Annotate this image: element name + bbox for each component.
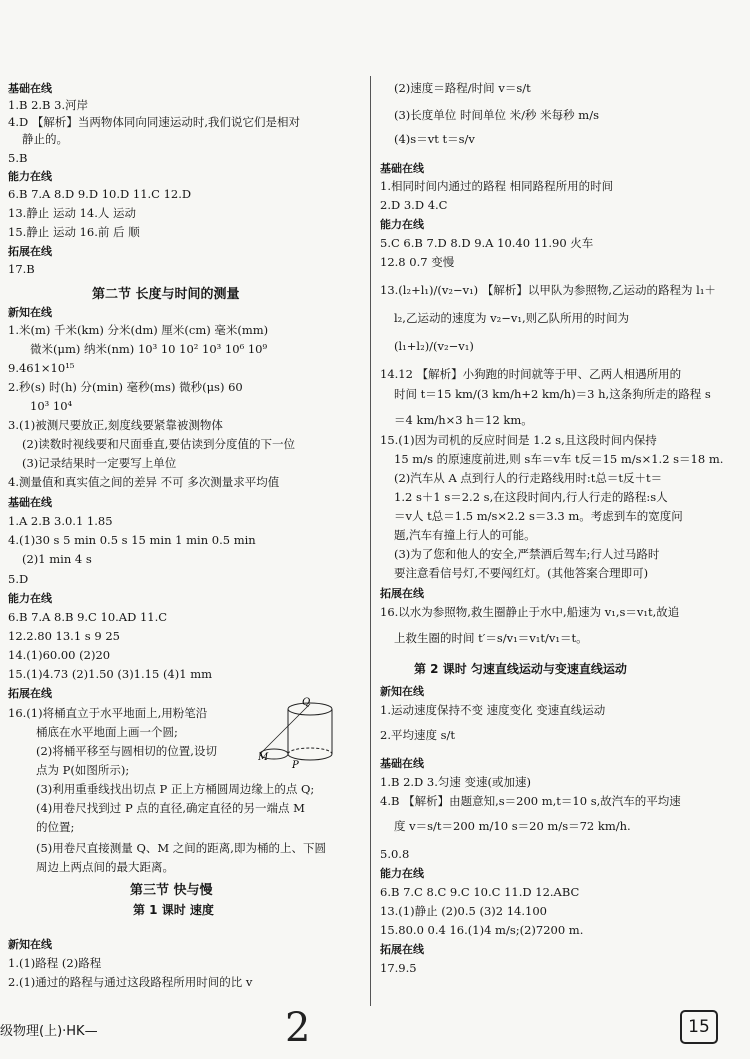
right-line: 13.(l₂+l₁)/(v₂−v₁) 【解析】以甲队为参照物,乙运动的路程为 l₁＋ — [380, 283, 716, 297]
left-line: 能力在线 — [8, 170, 52, 183]
right-line: 14.12 【解析】小狗跑的时间就等于甲、乙两人相遇所用的 — [380, 367, 682, 381]
left-line: (4)用卷尺找到过 P 点的直径,确定直径的另一端点 M — [36, 801, 305, 815]
right-line: 度 v＝s/t＝200 m/10 s＝20 m/s＝72 km/h. — [394, 819, 631, 833]
left-line: 6.B 7.A 8.B 9.C 10.AD 11.C — [8, 610, 168, 624]
label-p: P — [292, 760, 299, 771]
right-line: 1.B 2.D 3.匀速 变速(或加速) — [380, 775, 532, 789]
right-line: 时间 t＝15 km/(3 km/h+2 km/h)＝3 h,这条狗所走的路程 s — [394, 387, 711, 401]
bucket-figure — [258, 696, 358, 776]
right-line: 2.D 3.D 4.C — [380, 198, 448, 212]
right-line: 4.B 【解析】由题意知,s＝200 m,t＝10 s,故汽车的平均速 — [380, 794, 681, 808]
right-line: 新知在线 — [380, 685, 424, 698]
page-number: 15 — [680, 1010, 718, 1044]
right-line: 能力在线 — [380, 218, 424, 231]
right-line: (4)s＝vt t＝s/v — [394, 132, 475, 146]
right-line: 13.(1)静止 (2)0.5 (3)2 14.100 — [380, 904, 547, 918]
left-line: 12.2.80 13.1 s 9 25 — [8, 629, 120, 643]
left-line: 基础在线 — [8, 82, 52, 95]
right-line: 16.以水为参照物,救生圈静止于水中,船速为 v₁,s＝v₁t,故追 — [380, 605, 680, 619]
left-line: 5.D — [8, 572, 29, 586]
lesson-title-1: 第 1 课时 速度 — [133, 903, 214, 917]
right-line: 基础在线 — [380, 757, 424, 770]
left-line: 1.(1)路程 (2)路程 — [8, 956, 102, 970]
right-line: (3)为了您和他人的安全,严禁酒后驾车;行人过马路时 — [394, 547, 660, 561]
label-q: Q — [302, 697, 311, 708]
left-line: (3)利用重垂线找出切点 P 正上方桶圆周边缘上的点 Q; — [36, 782, 315, 796]
right-line: 上救生圈的时间 t′＝s/v₁＝v₁t/v₁＝t。 — [394, 631, 588, 645]
right-line: 2.平均速度 s/t — [380, 728, 456, 742]
right-line: 1.相同时间内通过的路程 相同路程所用的时间 — [380, 179, 614, 193]
right-line: (2)汽车从 A 点到行人的行走路线用时:t总＝t反＋t＝ — [394, 471, 663, 485]
right-line: 5.C 6.B 7.D 8.D 9.A 10.40 11.90 火车 — [380, 236, 594, 250]
right-line: 拓展在线 — [380, 943, 424, 956]
right-line: (3)长度单位 时间单位 米/秒 米每秒 m/s — [394, 108, 599, 122]
right-line: ＝4 km/h×3 h＝12 km。 — [394, 413, 533, 427]
section-title-2: 第二节 长度与时间的测量 — [92, 287, 240, 302]
left-line: 新知在线 — [8, 938, 52, 951]
left-line: 15.(1)4.73 (2)1.50 (3)1.15 (4)1 mm — [8, 667, 213, 681]
left-line: 静止的。 — [22, 132, 68, 146]
left-line: 3.(1)被测尺要放正,刻度线要紧靠被测物体 — [8, 418, 223, 432]
right-line: l₂,乙运动的速度为 v₂−v₁,则乙队所用的时间为 — [394, 311, 630, 325]
right-line: 1.运动速度保持不变 速度变化 变速直线运动 — [380, 703, 606, 717]
left-line: 1.B 2.B 3.河岸 — [8, 98, 89, 112]
left-line: 新知在线 — [8, 306, 52, 319]
left-line: (2)1 min 4 s — [22, 552, 92, 566]
left-line: 周边上两点间的最大距离。 — [36, 860, 174, 874]
left-line: 拓展在线 — [8, 245, 52, 258]
right-line: (2)速度＝路程/时间 v＝s/t — [394, 81, 531, 95]
right-line: ＝v人 t总＝1.5 m/s×2.2 s＝3.3 m。考虑到车的宽度问 — [394, 509, 683, 523]
left-line: 17.B — [8, 262, 35, 276]
right-line: 要注意看信号灯,不要闯红灯。(其他答案合理即可) — [394, 566, 649, 580]
left-line: (5)用卷尺直接测量 Q、M 之间的距离,即为桶的上、下圆 — [36, 841, 326, 855]
left-line: 基础在线 — [8, 496, 52, 509]
left-line: 5.B — [8, 151, 28, 165]
left-line: 的位置; — [36, 820, 75, 834]
left-line: 14.(1)60.00 (2)20 — [8, 648, 111, 662]
right-line: 拓展在线 — [380, 587, 424, 600]
right-line: 15.80.0 0.4 16.(1)4 m/s;(2)7200 m. — [380, 923, 584, 937]
right-line: 17.9.5 — [380, 961, 417, 975]
right-line: 能力在线 — [380, 867, 424, 880]
right-line: 题,汽车有撞上行人的可能。 — [394, 528, 536, 542]
left-line: 4.测量值和真实值之间的差异 不可 多次测量求平均值 — [8, 475, 280, 489]
right-line: (l₁+l₂)/(v₂−v₁) — [394, 339, 474, 353]
left-line: 桶底在水平地面上画一个圆; — [36, 725, 178, 739]
left-line: 9.461×10¹⁵ — [8, 361, 75, 375]
left-line: 1.A 2.B 3.0.1 1.85 — [8, 514, 113, 528]
handwritten-mark: 2 — [285, 1005, 311, 1051]
lesson-title-2: 第 2 课时 匀速直线运动与变速直线运动 — [414, 662, 627, 676]
footer-subject: 级物理(上)·HK— — [0, 1024, 98, 1039]
right-line: 15.(1)因为司机的反应时间是 1.2 s,且这段时间内保持 — [380, 433, 657, 447]
right-line: 12.8 0.7 变慢 — [380, 255, 455, 269]
left-line: 4.D 【解析】当两物体同向同速运动时,我们说它们是相对 — [8, 115, 301, 129]
left-line: 16.(1)将桶直立于水平地面上,用粉笔沿 — [8, 706, 208, 720]
right-line: 1.2 s＋1 s＝2.2 s,在这段时间内,行人行走的路程:s人 — [394, 490, 668, 504]
left-line: 1.米(m) 千米(km) 分米(dm) 厘米(cm) 毫米(mm) — [8, 323, 269, 337]
left-line: 2.秒(s) 时(h) 分(min) 毫秒(ms) 微秒(μs) 60 — [8, 380, 243, 394]
section-title-3: 第三节 快与慢 — [130, 883, 213, 898]
column-divider — [370, 76, 371, 1006]
left-line: 15.静止 运动 16.前 后 顺 — [8, 225, 140, 239]
left-line: 点为 P(如图所示); — [36, 763, 130, 777]
left-line: 微米(μm) 纳米(nm) 10³ 10 10² 10³ 10⁶ 10⁹ — [30, 342, 268, 356]
right-line: 5.0.8 — [380, 847, 410, 861]
right-line: 15 m/s 的原速度前进,则 s车＝v车 t反＝15 m/s×1.2 s＝18 m. — [394, 452, 724, 466]
right-line: 基础在线 — [380, 162, 424, 175]
left-line: (2)读数时视线要和尺面垂直,要估读到分度值的下一位 — [22, 437, 295, 451]
left-line: 13.静止 运动 14.人 运动 — [8, 206, 137, 220]
label-m: M — [258, 752, 269, 763]
left-line: 2.(1)通过的路程与通过这段路程所用时间的比 v — [8, 975, 253, 989]
left-line: 6.B 7.A 8.D 9.D 10.D 11.C 12.D — [8, 187, 192, 201]
left-line: 4.(1)30 s 5 min 0.5 s 15 min 1 min 0.5 min — [8, 533, 256, 547]
left-line: 10³ 10⁴ — [30, 399, 73, 413]
left-line: 能力在线 — [8, 592, 52, 605]
left-line: (3)记录结果时一定要写上单位 — [22, 456, 177, 470]
left-line: (2)将桶平移至与圆相切的位置,设切 — [36, 744, 217, 758]
right-line: 6.B 7.C 8.C 9.C 10.C 11.D 12.ABC — [380, 885, 580, 899]
left-line: 拓展在线 — [8, 687, 52, 700]
